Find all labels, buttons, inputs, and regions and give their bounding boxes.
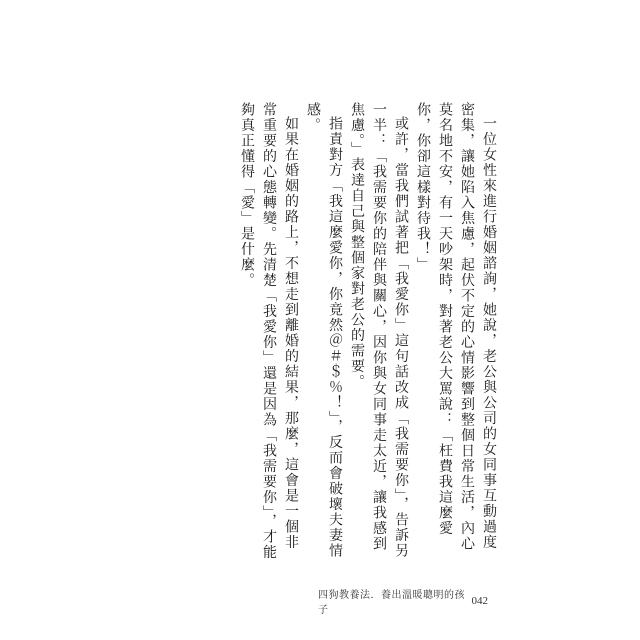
body-text: [239, 102, 500, 562]
page-number: 042: [471, 595, 488, 607]
paragraph-1: 一位女性來進行婚姻諮詢，她說，老公與公司的女同事互動過度密集，讓她陷入焦慮，起伏不定的心情影響到整個日常生活，內心莫名地不安，有一天吵架時，對著老公大罵說：「枉費我這麼愛你，你卻這樣對待我！」: [415, 102, 497, 552]
paragraph-3: 指責對方「我這麼愛你，你竟然＠＃＄％！」，反而會破壞夫妻情感。: [305, 102, 343, 559]
page-footer: [318, 586, 488, 616]
paragraph-4: 如果在婚姻的路上，不想走到離婚的結果，那麼，這會是一個非常重要的心態轉變。先清楚「我愛你」還是因為「我需要你」，才能夠真正懂得「愛」是什麼。: [239, 102, 299, 560]
paragraph-2: 或許，當我們試著把「我愛你」這句話改成「我需要你」，告訴另一半：「我需要你的陪伴與關心，因你與女同事走太近，讓我感到焦慮。」表達自己與整個家對老公的需要。: [349, 102, 409, 559]
book-title: 四狗教養法．養出溫暖聰明的孩子: [318, 590, 465, 616]
